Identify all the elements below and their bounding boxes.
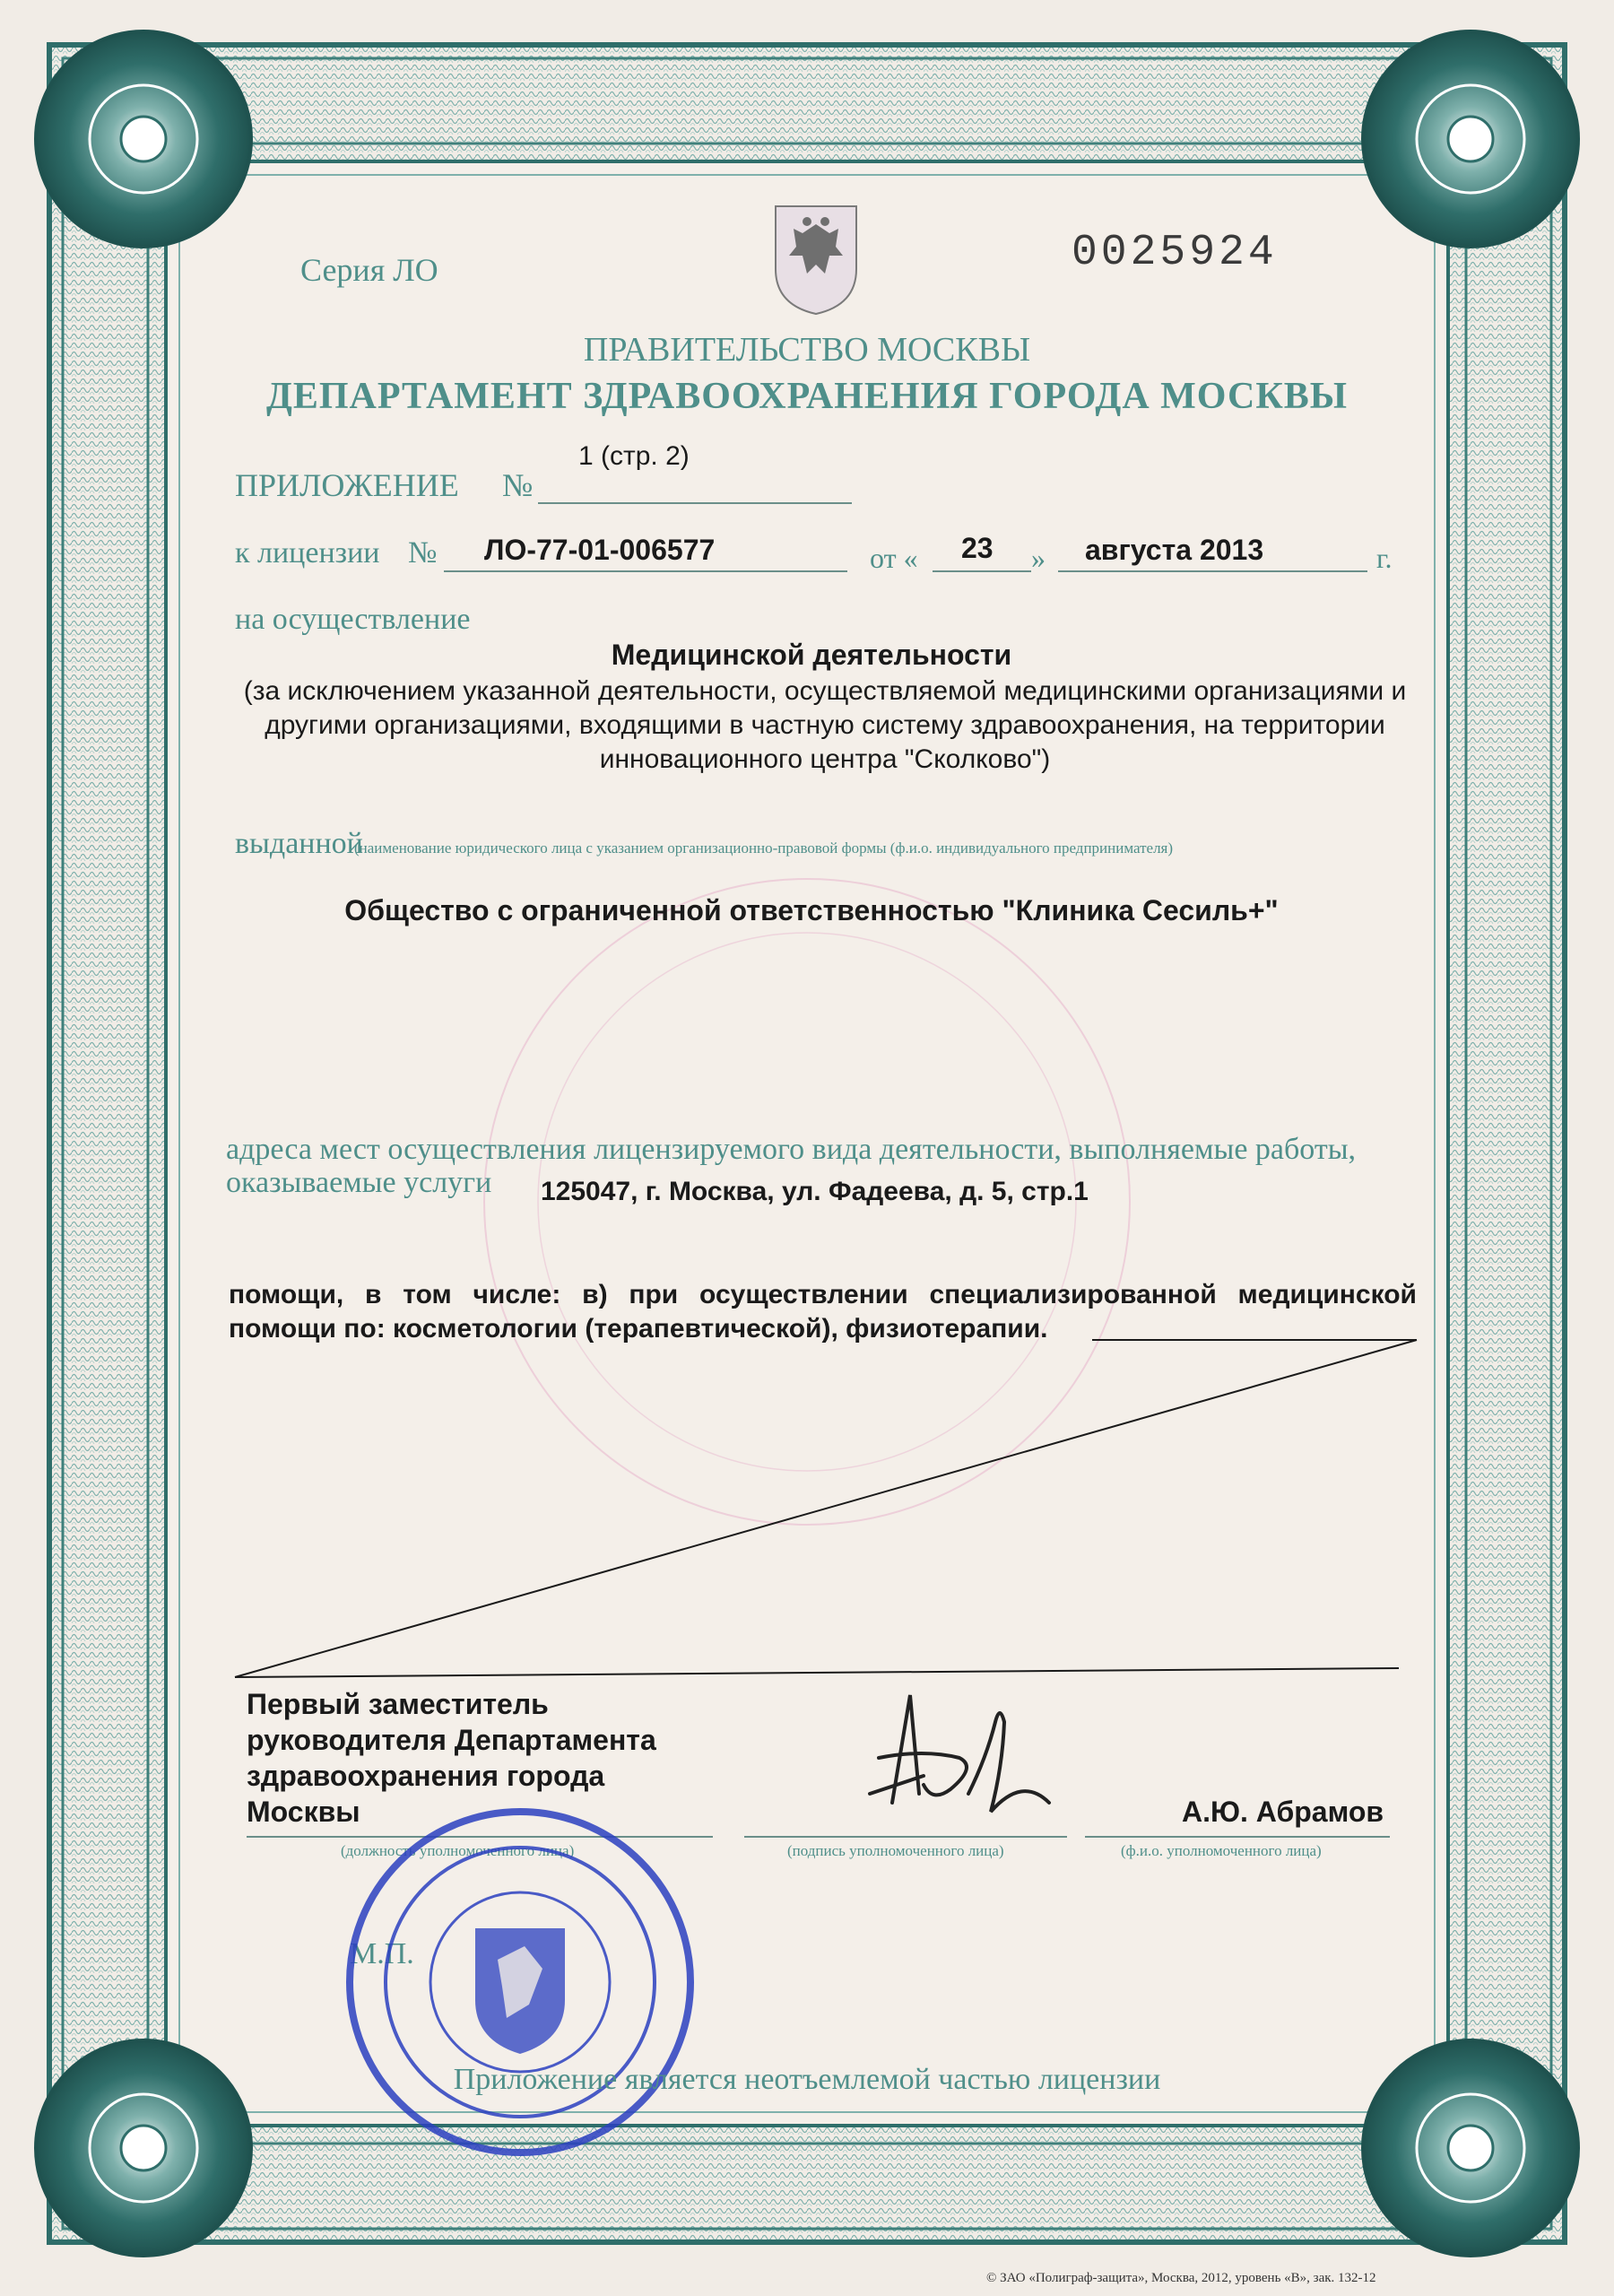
issued-label: выданной [235,827,363,860]
address-label-line2: оказываемые услуги [226,1166,492,1199]
series-label: Серия ЛО [300,252,438,288]
position-hint: (должность уполномоченного лица) [341,1842,575,1859]
appendix-label: ПРИЛОЖЕНИЕ [235,467,459,503]
address-label-line1: адреса мест осуществления лицензируемого вида деятельности, выполняемые работы, [226,1133,1357,1166]
signature-underline [744,1836,1067,1838]
activity-label: на осуществление [235,603,471,636]
mp-label: М.П. [350,1937,414,1970]
department-title: ДЕПАРТАМЕНТ ЗДРАВООХРАНЕНИЯ ГОРОДА МОСКВЫ [265,376,1349,417]
address-value: 125047, г. Москва, ул. Фадеева, д. 5, стр.1 [541,1177,1089,1206]
license-label: к лицензии [235,536,380,570]
activity-title: Медицинской деятельности [611,639,1012,671]
license-number: ЛО-77-01-006577 [484,534,716,566]
license-year-suffix: г. [1376,542,1393,574]
license-from-label: от « [870,542,918,574]
appendix-no-sign: № [502,467,534,503]
organization-name: Общество с ограниченной ответственностью "Клиника Сесиль+" [344,894,1279,926]
official-stamp [341,1803,699,2161]
handwritten-signature [843,1668,1076,1839]
printer-imprint: © ЗАО «Полиграф-защита», Москва, 2012, уровень «В», зак. 132-12 [986,2271,1376,2285]
services-text: помощи, в том числе: в) при осуществлении специализированной медицинской помощи по: косметологии (терапевтической), физиотерапии. [229,1280,1417,1344]
license-day: 23 [961,532,994,564]
license-no-sign: № [408,536,438,570]
signature-hint: (подпись уполномоченного лица) [787,1842,1004,1859]
name-hint: (ф.и.о. уполномоченного лица) [1121,1842,1322,1859]
activity-detail: (за исключением указанной деятельности, осуществляемой медицинскими организациями и другими организациями, входящими в частную систему здравоохранения, на территории инновационного центра "Сколково") [243,676,1407,774]
signatory-name: А.Ю. Абрамов [1182,1796,1384,1828]
form-number: 0025924 [1072,229,1278,277]
issued-hint: (наименование юридического лица с указанием организационно-правовой формы (ф.и.о. индивидуального предпринимателя) [354,839,1174,857]
license-close-quote: » [1031,542,1046,574]
license-month-year: августа 2013 [1085,534,1264,566]
government-title: ПРАВИТЕЛЬСТВО МОСКВЫ [583,331,1031,369]
signatory-position: Первый заместитель руководителя Департамента здравоохранения города Москвы [247,1688,656,1828]
appendix-value: 1 (стр. 2) [578,441,690,471]
name-underline [1085,1836,1390,1838]
footer-note: Приложение является неотъемлемой частью лицензии [453,2063,1161,2096]
